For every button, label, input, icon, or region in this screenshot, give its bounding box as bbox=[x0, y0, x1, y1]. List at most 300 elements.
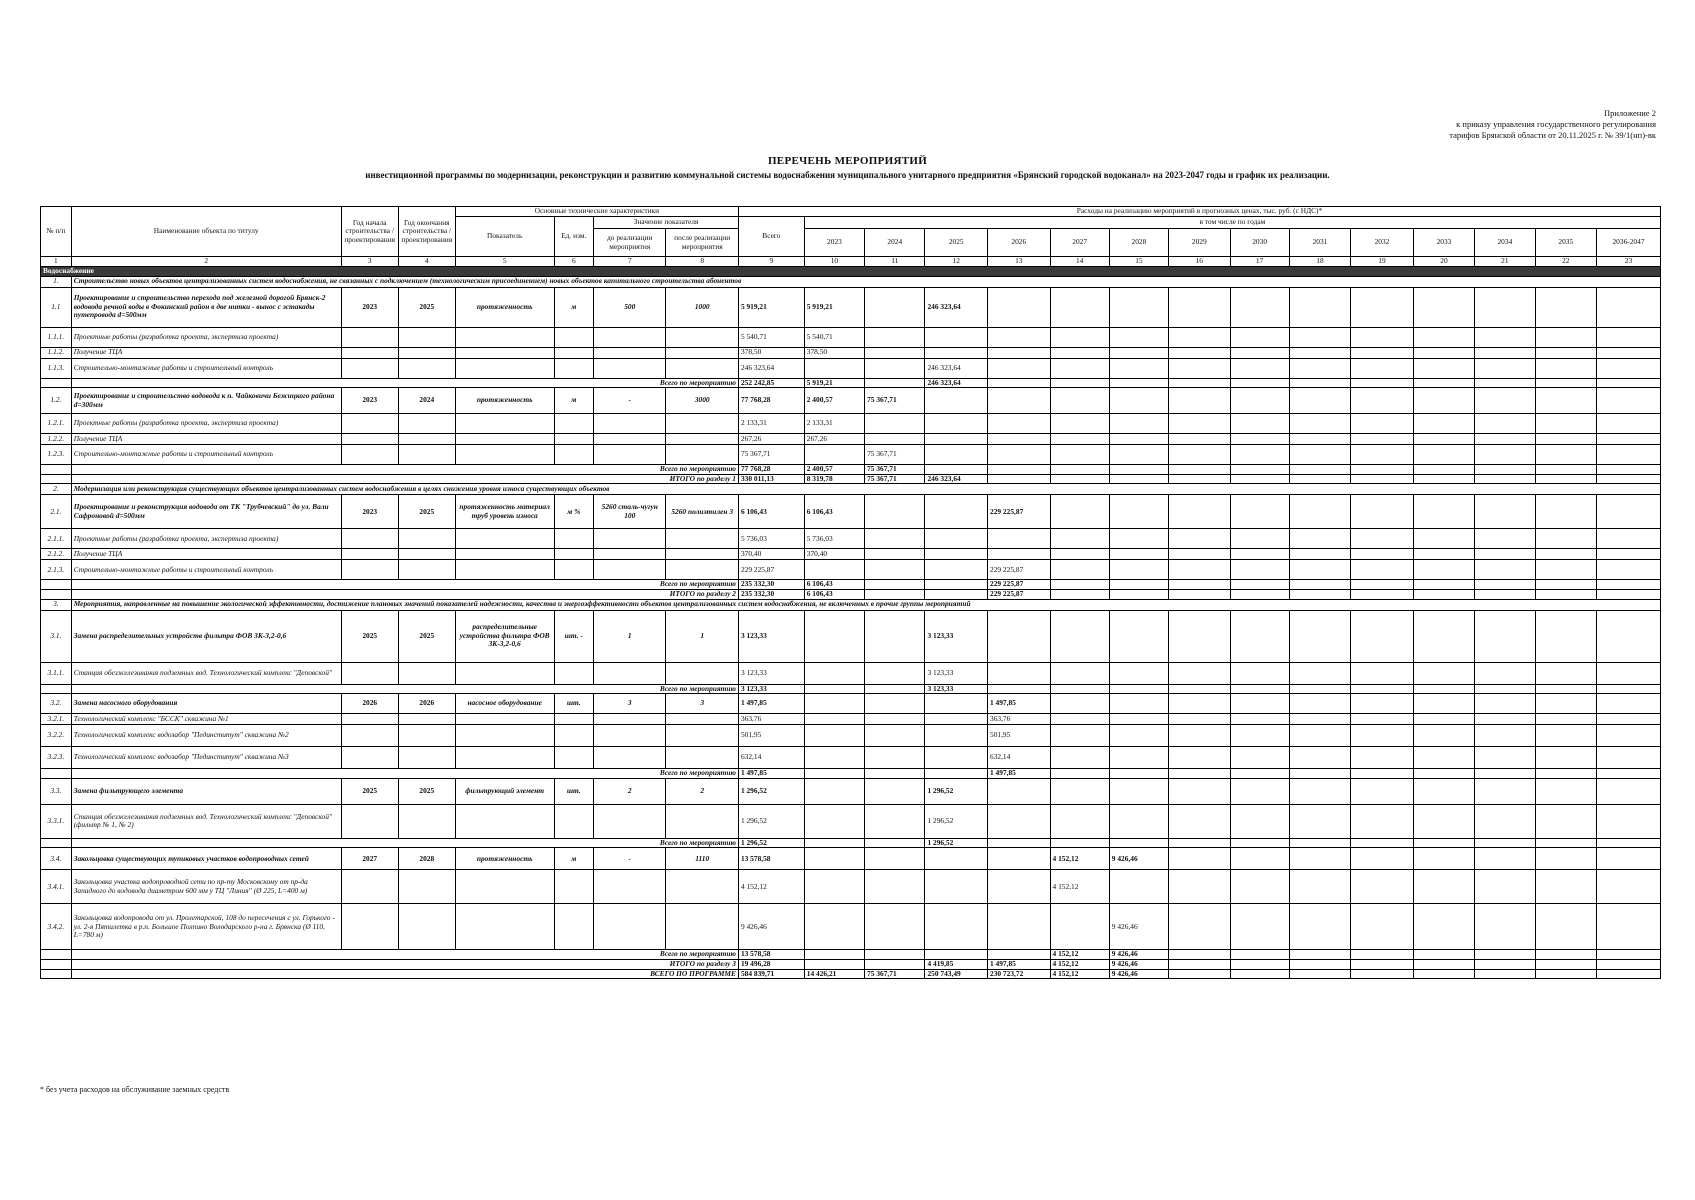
year-value bbox=[1475, 684, 1535, 694]
year-value bbox=[1169, 580, 1230, 590]
total-label: ИТОГО по разделу 3 bbox=[71, 959, 738, 969]
year-value bbox=[1050, 465, 1109, 475]
value-after bbox=[666, 870, 738, 904]
year-value bbox=[925, 848, 988, 870]
total-value: 77 768,28 bbox=[738, 388, 804, 414]
year-value bbox=[1109, 474, 1168, 484]
measure-name: Замена насосного оборудования bbox=[71, 694, 341, 714]
year-value bbox=[865, 959, 925, 969]
year-value bbox=[1109, 434, 1168, 445]
year-end bbox=[398, 358, 455, 378]
year-value bbox=[865, 684, 925, 694]
year-value bbox=[1050, 580, 1109, 590]
total-label: Всего по мероприятию bbox=[71, 950, 738, 960]
year-end: 2025 bbox=[398, 610, 455, 662]
year-value bbox=[988, 378, 1051, 388]
header-year-end: Год окончания строительства /проектирования bbox=[398, 207, 455, 257]
year-value bbox=[1169, 904, 1230, 950]
total-value: 1 497,85 bbox=[738, 769, 804, 779]
total-value: 4 152,12 bbox=[738, 870, 804, 904]
column-number: 9 bbox=[738, 257, 804, 267]
year-value bbox=[804, 959, 864, 969]
year-value bbox=[1289, 610, 1350, 662]
year-value bbox=[1351, 969, 1414, 979]
year-value bbox=[1597, 694, 1661, 714]
year-value bbox=[804, 560, 864, 580]
year-value bbox=[1597, 358, 1661, 378]
total-value: 9 426,46 bbox=[738, 904, 804, 950]
row-num: 1.1.2. bbox=[41, 347, 72, 358]
header-year-start: Год начала строительства /проектирования bbox=[341, 207, 398, 257]
sub-measure-row bbox=[41, 725, 1661, 747]
column-number: 12 bbox=[925, 257, 988, 267]
year-value bbox=[1597, 838, 1661, 848]
year-value bbox=[1050, 388, 1109, 414]
year-value bbox=[1230, 684, 1289, 694]
year-value bbox=[1050, 378, 1109, 388]
total-label: Всего по мероприятию bbox=[71, 378, 738, 388]
year-value: 6 106,43 bbox=[804, 495, 864, 529]
year-value bbox=[1597, 589, 1661, 599]
unit bbox=[554, 904, 594, 950]
year-value bbox=[1475, 870, 1535, 904]
indicator bbox=[455, 904, 554, 950]
year-value bbox=[1050, 549, 1109, 560]
year-value bbox=[1597, 904, 1661, 950]
year-value bbox=[1109, 445, 1168, 465]
year-value bbox=[1535, 445, 1596, 465]
header-year: 2024 bbox=[865, 229, 925, 257]
year-value bbox=[1351, 778, 1414, 804]
indicator bbox=[455, 714, 554, 725]
row-num: 3.2.3. bbox=[41, 747, 72, 769]
year-value bbox=[1351, 580, 1414, 590]
indicator: протяженность материал труб уровень износа bbox=[455, 495, 554, 529]
year-value bbox=[1169, 725, 1230, 747]
year-value bbox=[1413, 725, 1474, 747]
year-value bbox=[1413, 769, 1474, 779]
row-num: 3.4.1. bbox=[41, 870, 72, 904]
value-after bbox=[666, 804, 738, 838]
year-value bbox=[1413, 838, 1474, 848]
year-value bbox=[1351, 714, 1414, 725]
year-value bbox=[1351, 747, 1414, 769]
header-year: 2029 bbox=[1169, 229, 1230, 257]
year-end bbox=[398, 327, 455, 347]
year-value bbox=[1109, 714, 1168, 725]
row-num: 3.4.2. bbox=[41, 904, 72, 950]
year-value bbox=[1351, 838, 1414, 848]
year-value bbox=[988, 445, 1051, 465]
year-value bbox=[1535, 662, 1596, 684]
column-number: 7 bbox=[594, 257, 666, 267]
year-value bbox=[1351, 662, 1414, 684]
year-value bbox=[1535, 378, 1596, 388]
year-value bbox=[1289, 529, 1350, 549]
year-value bbox=[1413, 969, 1474, 979]
year-value bbox=[1351, 560, 1414, 580]
year-value bbox=[925, 445, 988, 465]
measure-name: Станция обезжелезивания подземных вод. Технологический комплекс "Деповской" bbox=[71, 662, 341, 684]
year-value: 267,26 bbox=[804, 434, 864, 445]
total-value: 1 296,52 bbox=[738, 778, 804, 804]
indicator bbox=[455, 549, 554, 560]
year-value bbox=[1475, 327, 1535, 347]
year-value bbox=[1289, 969, 1350, 979]
header-unit: Ед. изм. bbox=[554, 217, 594, 257]
year-value bbox=[1413, 445, 1474, 465]
value-after bbox=[666, 414, 738, 434]
row-num: 3.2.1. bbox=[41, 714, 72, 725]
header-value: Значение показателя bbox=[594, 217, 739, 229]
appendix-note bbox=[1449, 108, 1656, 141]
year-value bbox=[1230, 560, 1289, 580]
year-value bbox=[1351, 610, 1414, 662]
year-value bbox=[1597, 610, 1661, 662]
indicator bbox=[455, 414, 554, 434]
year-value bbox=[1230, 714, 1289, 725]
year-value bbox=[1230, 465, 1289, 475]
sub-measure-row bbox=[41, 434, 1661, 445]
year-value bbox=[865, 725, 925, 747]
year-value bbox=[1109, 287, 1168, 327]
indicator bbox=[455, 327, 554, 347]
year-start bbox=[341, 549, 398, 560]
measure-row bbox=[41, 610, 1661, 662]
year-value bbox=[1230, 610, 1289, 662]
year-value bbox=[1475, 904, 1535, 950]
total-value: 267,26 bbox=[738, 434, 804, 445]
total-row bbox=[41, 589, 1661, 599]
value-after: 3 bbox=[666, 694, 738, 714]
year-value: 229 225,87 bbox=[988, 589, 1051, 599]
year-value bbox=[1535, 495, 1596, 529]
year-value bbox=[1169, 529, 1230, 549]
measure-name: Проектные работы (разработка проекта, экспертиза проекта) bbox=[71, 327, 341, 347]
total-value: 1 296,52 bbox=[738, 804, 804, 838]
total-value: 235 332,30 bbox=[738, 589, 804, 599]
measure-name: Проектные работы (разработка проекта, экспертиза проекта) bbox=[71, 414, 341, 434]
year-value bbox=[1289, 959, 1350, 969]
year-end bbox=[398, 725, 455, 747]
indicator bbox=[455, 662, 554, 684]
year-value: 6 106,43 bbox=[804, 580, 864, 590]
empty-cell bbox=[41, 378, 72, 388]
section-title: Модернизация или реконструкция существующих объектов централизованных систем водоснабжения в целях снижения уровня износа существующих объектов bbox=[71, 484, 1660, 495]
year-value bbox=[1413, 589, 1474, 599]
year-value bbox=[1289, 434, 1350, 445]
year-value bbox=[1230, 950, 1289, 960]
year-value bbox=[988, 287, 1051, 327]
year-value bbox=[988, 388, 1051, 414]
document-title: ПЕРЕЧЕНЬ МЕРОПРИЯТИЙ bbox=[767, 155, 928, 167]
unit bbox=[554, 549, 594, 560]
row-num: 3.2. bbox=[41, 694, 72, 714]
year-value bbox=[1169, 610, 1230, 662]
indicator bbox=[455, 445, 554, 465]
year-end bbox=[398, 347, 455, 358]
year-end: 2025 bbox=[398, 495, 455, 529]
year-value bbox=[1413, 580, 1474, 590]
year-value bbox=[1351, 495, 1414, 529]
year-value bbox=[1413, 694, 1474, 714]
year-value bbox=[1351, 848, 1414, 870]
year-value bbox=[1413, 529, 1474, 549]
unit bbox=[554, 414, 594, 434]
value-after: 5260 полиэтилен 3 bbox=[666, 495, 738, 529]
value-before bbox=[594, 358, 666, 378]
header-year: 2033 bbox=[1413, 229, 1474, 257]
header-year: 2025 bbox=[925, 229, 988, 257]
value-before bbox=[594, 560, 666, 580]
year-value bbox=[988, 804, 1051, 838]
header-expenses: Расходы на реализацию мероприятий в прогнозных ценах, тыс. руб. (с НДС)* bbox=[738, 207, 1660, 217]
year-value bbox=[1475, 950, 1535, 960]
appendix-line: Приложение 2 bbox=[1604, 108, 1656, 118]
year-value bbox=[1289, 378, 1350, 388]
value-after: 1 bbox=[666, 610, 738, 662]
year-value bbox=[1050, 662, 1109, 684]
year-value bbox=[1597, 684, 1661, 694]
year-value: 4 152,12 bbox=[1050, 969, 1109, 979]
year-value bbox=[1169, 684, 1230, 694]
empty-cell bbox=[41, 950, 72, 960]
indicator: фильтрующий элемент bbox=[455, 778, 554, 804]
total-row bbox=[41, 684, 1661, 694]
year-end bbox=[398, 549, 455, 560]
year-value bbox=[1230, 778, 1289, 804]
year-value bbox=[988, 848, 1051, 870]
year-value bbox=[1535, 358, 1596, 378]
value-after bbox=[666, 445, 738, 465]
header-after: после реализации мероприятия bbox=[666, 229, 738, 257]
unit: шт. bbox=[554, 694, 594, 714]
year-value bbox=[925, 694, 988, 714]
year-value: 8 319,78 bbox=[804, 474, 864, 484]
value-after: 3000 bbox=[666, 388, 738, 414]
year-value bbox=[1109, 465, 1168, 475]
year-value: 1 497,85 bbox=[988, 694, 1051, 714]
year-value bbox=[1109, 725, 1168, 747]
year-value bbox=[1597, 870, 1661, 904]
year-value bbox=[865, 769, 925, 779]
year-value bbox=[1109, 388, 1168, 414]
sub-measure-row bbox=[41, 804, 1661, 838]
measure-name: Получение ТЦА bbox=[71, 434, 341, 445]
measure-name: Проектные работы (разработка проекта, экспертиза проекта) bbox=[71, 529, 341, 549]
year-value bbox=[1109, 838, 1168, 848]
year-value bbox=[1535, 549, 1596, 560]
year-value bbox=[1109, 549, 1168, 560]
year-value bbox=[1351, 769, 1414, 779]
header-year: 2023 bbox=[804, 229, 864, 257]
year-value bbox=[1413, 474, 1474, 484]
value-before bbox=[594, 904, 666, 950]
empty-cell bbox=[41, 589, 72, 599]
row-num: 1.1 bbox=[41, 287, 72, 327]
year-end bbox=[398, 747, 455, 769]
year-value bbox=[1050, 474, 1109, 484]
column-number: 23 bbox=[1597, 257, 1661, 267]
year-value bbox=[1475, 347, 1535, 358]
year-value bbox=[1109, 694, 1168, 714]
total-label: Всего по мероприятию bbox=[71, 580, 738, 590]
indicator: протяженность bbox=[455, 287, 554, 327]
year-start: 2025 bbox=[341, 778, 398, 804]
year-value bbox=[1413, 610, 1474, 662]
year-value bbox=[988, 838, 1051, 848]
year-value bbox=[1597, 969, 1661, 979]
year-value bbox=[1289, 465, 1350, 475]
year-value bbox=[1230, 495, 1289, 529]
section-num: 2. bbox=[41, 484, 72, 495]
document-subtitle: инвестиционной программы по модернизации, реконструкции и развитию коммунальной системы водоснабжения муниципального унитарного предприятия «Брянский городской водоканал» на 2023-2047 годы и график их реализации. bbox=[365, 170, 1330, 180]
year-value bbox=[1535, 747, 1596, 769]
total-row bbox=[41, 378, 1661, 388]
year-value bbox=[1230, 838, 1289, 848]
total-label: ИТОГО по разделу 1 bbox=[71, 474, 738, 484]
year-value bbox=[1169, 388, 1230, 414]
year-value: 3 123,33 bbox=[925, 610, 988, 662]
year-value bbox=[1597, 445, 1661, 465]
year-value bbox=[1475, 769, 1535, 779]
total-value: 13 578,58 bbox=[738, 950, 804, 960]
header-year: 2030 bbox=[1230, 229, 1289, 257]
year-value bbox=[1475, 414, 1535, 434]
year-value bbox=[1289, 778, 1350, 804]
total-value: 235 332,30 bbox=[738, 580, 804, 590]
year-value bbox=[1475, 465, 1535, 475]
year-value bbox=[865, 950, 925, 960]
year-value bbox=[1413, 870, 1474, 904]
total-value: 13 578,58 bbox=[738, 848, 804, 870]
year-value: 363,76 bbox=[988, 714, 1051, 725]
year-value bbox=[1109, 769, 1168, 779]
year-end bbox=[398, 904, 455, 950]
year-value bbox=[988, 434, 1051, 445]
year-value bbox=[1535, 725, 1596, 747]
year-value bbox=[1169, 378, 1230, 388]
year-value bbox=[865, 589, 925, 599]
value-after bbox=[666, 747, 738, 769]
year-value: 75 367,71 bbox=[865, 969, 925, 979]
year-value bbox=[1050, 610, 1109, 662]
measure-name: Технологический комплекс "БССК" скважина №1 bbox=[71, 714, 341, 725]
year-value bbox=[1351, 694, 1414, 714]
value-after: 2 bbox=[666, 778, 738, 804]
footnote: * без учета расходов на обслуживание заемных средств bbox=[40, 1085, 230, 1094]
year-value bbox=[1413, 560, 1474, 580]
year-value bbox=[1289, 848, 1350, 870]
year-value bbox=[1109, 662, 1168, 684]
year-value bbox=[1230, 870, 1289, 904]
year-value bbox=[1475, 580, 1535, 590]
column-number: 11 bbox=[865, 257, 925, 267]
year-value bbox=[1413, 347, 1474, 358]
year-value bbox=[1050, 589, 1109, 599]
year-value bbox=[804, 848, 864, 870]
year-value bbox=[1050, 287, 1109, 327]
value-after bbox=[666, 714, 738, 725]
value-before bbox=[594, 804, 666, 838]
year-value bbox=[1597, 529, 1661, 549]
unit bbox=[554, 662, 594, 684]
total-value: 3 123,33 bbox=[738, 684, 804, 694]
year-value bbox=[1230, 327, 1289, 347]
total-value: 2 133,31 bbox=[738, 414, 804, 434]
total-value: 632,14 bbox=[738, 747, 804, 769]
year-value bbox=[925, 495, 988, 529]
year-value bbox=[925, 465, 988, 475]
year-value bbox=[1230, 580, 1289, 590]
header-year: 2036-2047 bbox=[1597, 229, 1661, 257]
year-value bbox=[1475, 725, 1535, 747]
year-value bbox=[1109, 684, 1168, 694]
value-before bbox=[594, 434, 666, 445]
year-value: 9 426,46 bbox=[1109, 959, 1168, 969]
year-value bbox=[925, 950, 988, 960]
year-value bbox=[988, 610, 1051, 662]
year-value bbox=[865, 714, 925, 725]
total-label: Всего по мероприятию bbox=[71, 838, 738, 848]
year-value bbox=[1050, 445, 1109, 465]
total-row bbox=[41, 969, 1661, 979]
year-value bbox=[1169, 870, 1230, 904]
year-value: 229 225,87 bbox=[988, 495, 1051, 529]
year-value bbox=[1535, 959, 1596, 969]
year-value bbox=[1169, 434, 1230, 445]
year-value bbox=[1597, 747, 1661, 769]
year-value bbox=[1351, 474, 1414, 484]
year-value bbox=[1597, 714, 1661, 725]
year-value bbox=[988, 904, 1051, 950]
year-value bbox=[1230, 414, 1289, 434]
value-before: 5260 сталь-чугун 100 bbox=[594, 495, 666, 529]
year-value bbox=[1535, 347, 1596, 358]
year-value: 4 152,12 bbox=[1050, 848, 1109, 870]
year-value bbox=[1169, 358, 1230, 378]
year-value bbox=[1050, 529, 1109, 549]
header-year: 2031 bbox=[1289, 229, 1350, 257]
year-value bbox=[1289, 560, 1350, 580]
year-value bbox=[1413, 378, 1474, 388]
year-value bbox=[1050, 327, 1109, 347]
year-value bbox=[1597, 495, 1661, 529]
year-value: 246 323,64 bbox=[925, 378, 988, 388]
year-value bbox=[1413, 959, 1474, 969]
year-value bbox=[1230, 358, 1289, 378]
year-value bbox=[925, 327, 988, 347]
year-value bbox=[1289, 358, 1350, 378]
year-value bbox=[1109, 414, 1168, 434]
year-value bbox=[1169, 589, 1230, 599]
year-value bbox=[1535, 969, 1596, 979]
year-value bbox=[1230, 474, 1289, 484]
year-value bbox=[1535, 529, 1596, 549]
year-value bbox=[1475, 838, 1535, 848]
column-number: 4 bbox=[398, 257, 455, 267]
year-value: 229 225,87 bbox=[988, 560, 1051, 580]
total-row bbox=[41, 959, 1661, 969]
year-value bbox=[1109, 327, 1168, 347]
year-value bbox=[1597, 580, 1661, 590]
total-value: 5 736,03 bbox=[738, 529, 804, 549]
year-value bbox=[1230, 549, 1289, 560]
year-value bbox=[1230, 347, 1289, 358]
year-value bbox=[1169, 838, 1230, 848]
value-after: 1110 bbox=[666, 848, 738, 870]
row-num: 3.1. bbox=[41, 610, 72, 662]
